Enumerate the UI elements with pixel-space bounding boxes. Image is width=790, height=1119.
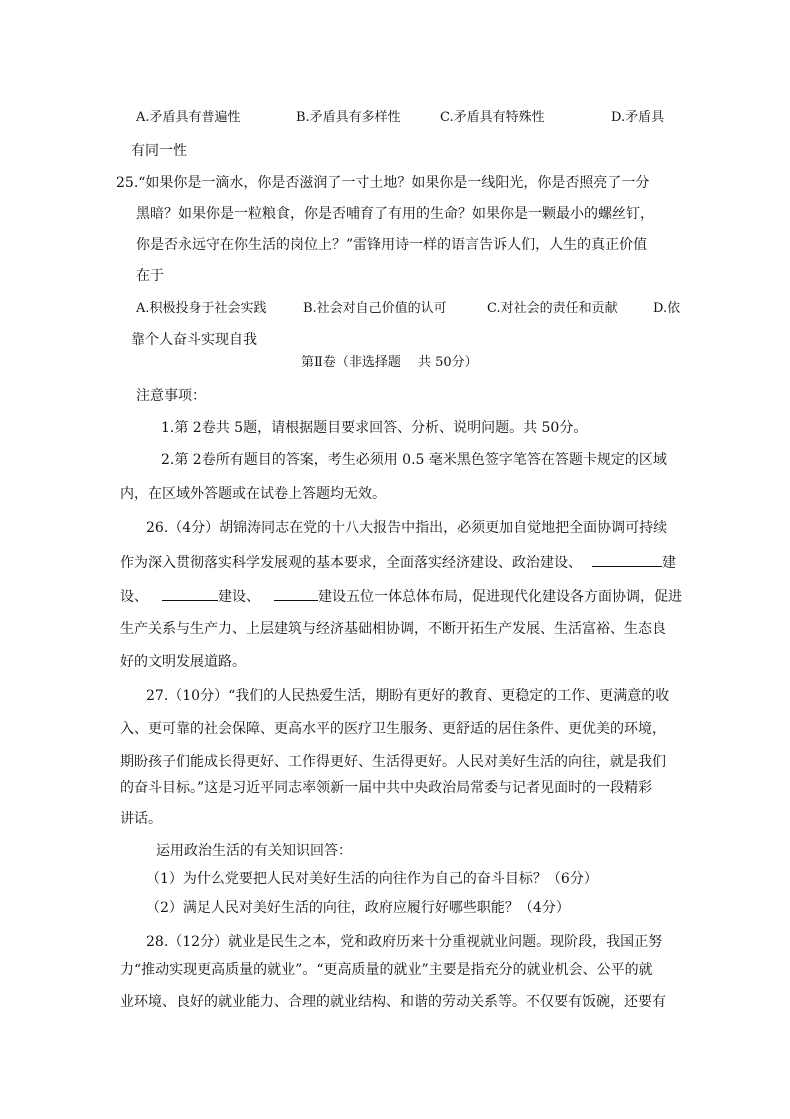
- q25-stem-line-1: 25.“如果你是一滴水，你是否滋润了一寸土地？如果你是一线阳光，你是否照亮了一分: [116, 175, 650, 191]
- q27-sub-question-2: （2）满足人民对美好生活的向往，政府应履行好哪些职能？（4分）: [146, 900, 570, 916]
- q26-line-2: [120, 552, 676, 572]
- notice-item-1: 1.第 2卷共 5题，请根据题目要求回答、分析、说明问题。共 50分。: [161, 420, 588, 436]
- q24-option-c: C.矛盾具有特殊性: [440, 110, 545, 125]
- q27-prompt: 运用政治生活的有关知识回答：: [156, 843, 352, 859]
- q26-blank-1[interactable]: [592, 552, 662, 567]
- q26-blank-2[interactable]: [162, 586, 218, 601]
- q25-option-d: D.依: [653, 301, 681, 316]
- q27-line-1: 27.（10分）“我们的人民热爱生活，期盼有更好的教育、更稳定的工作、更满意的收: [146, 688, 670, 704]
- q26-line-3: [120, 586, 682, 606]
- q27-line-5: 讲话。: [120, 811, 162, 827]
- q27-sub-question-1: （1）为什么党要把人民对美好生活的向往作为自己的奋斗目标？（6分）: [146, 871, 598, 887]
- q27-line-3: 期盼孩子们能成长得更好、工作得更好、生活得更好。人民对美好生活的向往，就是我们: [120, 754, 666, 770]
- q25-option-b: B.社会对自己价值的认可: [303, 301, 447, 316]
- q26-line-2-text: 作为深入贯彻落实科学发展观的基本要求，全面落实经济建设、政治建设、: [120, 555, 582, 571]
- q25-stem-line-2: 黑暗？如果你是一粒粮食，你是否哺育了有用的生命？如果你是一颗最小的螺丝钉，: [136, 206, 654, 222]
- q26-line-3-start: 设、: [120, 589, 148, 605]
- q24-option-a: A.矛盾具有普遍性: [136, 110, 241, 125]
- q28-line-1: 28.（12分）就业是民生之本，党和政府历来十分重视就业问题。现阶段，我国正努: [146, 934, 663, 950]
- q27-line-4: 的奋斗目标。”这是习近平同志率领新一届中共中央政治局常委与记者见面时的一段精彩: [120, 780, 653, 796]
- q26-line-3-end: 建设五位一体总体布局，促进现代化建设各方面协调，促进: [318, 589, 682, 605]
- q27-line-2: 入、更可靠的社会保障、更高水平的医疗卫生服务、更舒适的居住条件、更优美的环境，: [120, 721, 666, 737]
- notice-item-2-line-2: 内，在区域外答题或在试卷上答题均无效。: [120, 486, 386, 502]
- q25-stem-line-4: 在于: [136, 268, 164, 284]
- q25-option-d-continued: 靠个人奋斗实现自我: [131, 332, 257, 348]
- q26-line-2-end: 建: [662, 555, 676, 571]
- notice-item-2-line-1: 2.第 2卷所有题目的答案，考生必须用 0.5 毫米黑色签字笔答在答题卡规定的区域: [161, 452, 667, 468]
- q24-option-b: B.矛盾具有多样性: [296, 110, 401, 125]
- q26-blank-3[interactable]: [274, 586, 318, 601]
- section-2-title: 第Ⅱ卷（非选择题 共 50分）: [301, 355, 478, 370]
- q26-line-3-mid: 建设、: [218, 589, 260, 605]
- q24-option-d: D.矛盾具: [611, 110, 665, 125]
- q28-line-2: 力“推动实现更高质量的就业”。“更高质量的就业”主要是指充分的就业机会、公平的就: [120, 962, 653, 978]
- q24-option-d-continued: 有同一性: [131, 143, 187, 159]
- notice-heading: 注意事项：: [136, 388, 206, 404]
- q26-line-1: 26.（4分）胡锦涛同志在党的十八大报告中指出，必须更加自觉地把全面协调可持续: [146, 520, 668, 536]
- q28-line-3: 业环境、良好的就业能力、合理的就业结构、和谐的劳动关系等。不仅要有饭碗，还要有: [120, 994, 666, 1010]
- q25-stem-line-3: 你是否永远守在你生活的岗位上？”雷锋用诗一样的语言告诉人们，人生的真正价值: [136, 237, 648, 253]
- q26-line-5: 好的文明发展道路。: [120, 654, 246, 670]
- q25-option-a: A.积极投身于社会实践: [136, 301, 267, 316]
- q26-line-4: 生产关系与生产力、上层建筑与经济基础相协调，不断开拓生产发展、生活富裕、生态良: [120, 621, 666, 637]
- q25-option-c: C.对社会的责任和贡献: [487, 301, 618, 316]
